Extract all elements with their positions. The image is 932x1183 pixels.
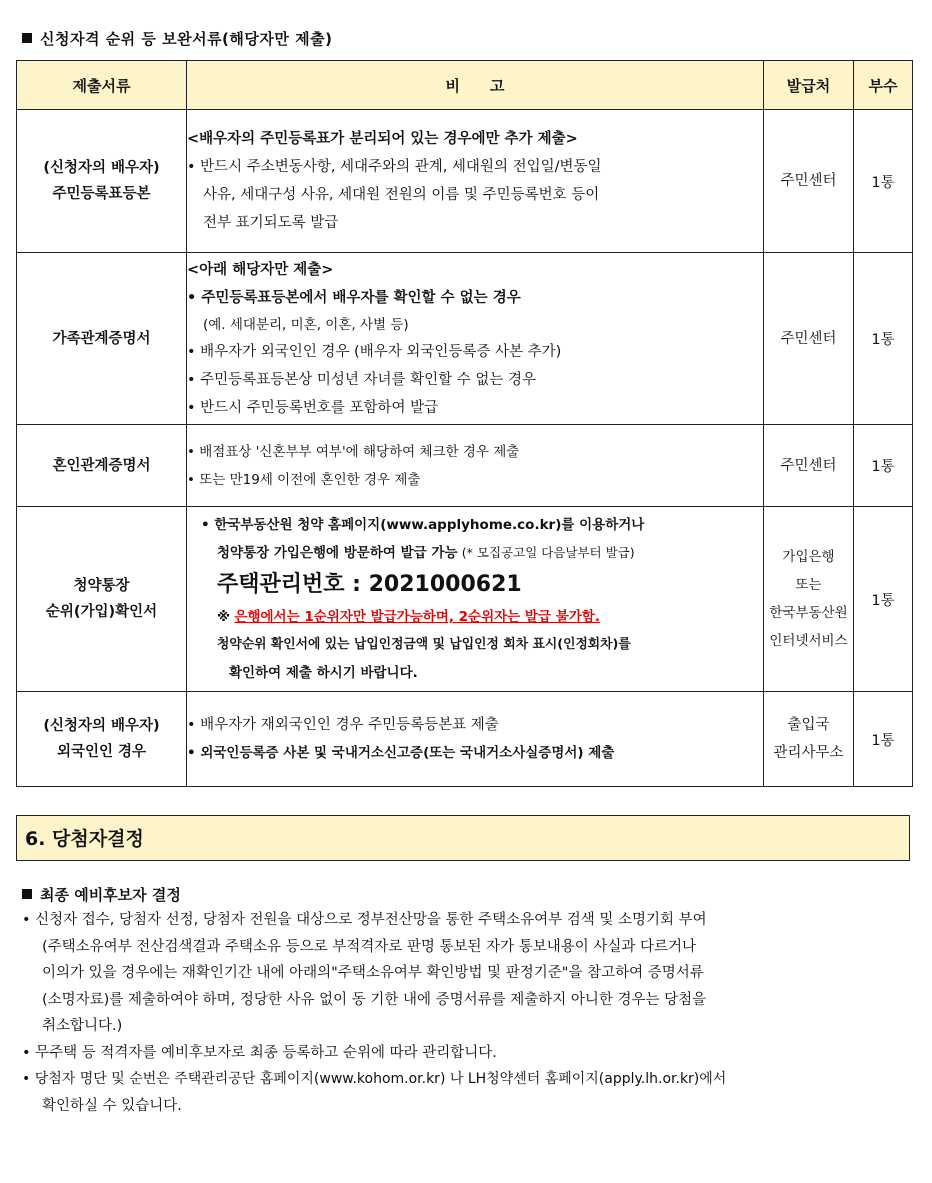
warning-text: 은행에서는 1순위자만 발급가능하며, 2순위자는 발급 불가함. (234, 609, 600, 625)
issuer-line: 주민센터 (780, 173, 837, 189)
paragraph-line: 확인하실 수 있습니다. (42, 1097, 182, 1114)
count-cell: 1통 (854, 692, 913, 787)
document-name (17, 110, 187, 253)
document-name (17, 253, 187, 425)
documents-table (16, 60, 913, 787)
issuer-line: 가입은행 (782, 549, 835, 565)
count-cell: 1통 (854, 425, 913, 507)
count-cell: 1통 (854, 507, 913, 692)
final-candidates-section (22, 883, 912, 1119)
section-6-title: 6. 당첨자결정 (16, 815, 910, 861)
issuer-cell (764, 692, 854, 787)
remark-line: • 주민등록표등본상 미성년 자녀를 확인할 수 없는 경우 (187, 371, 536, 388)
square-bullet-icon (22, 889, 32, 899)
issuer-line: 출입국 (787, 717, 830, 733)
issuer-line: 인터넷서비스 (769, 633, 848, 649)
remarks-cell (187, 507, 764, 692)
header-count: 부수 (854, 61, 913, 110)
document-name (17, 425, 187, 507)
document-name-line: 혼인관계증명서 (52, 457, 151, 474)
remark-line: • 반드시 주민등록번호를 포함하여 발급 (187, 399, 439, 416)
issuer-line: 주민센터 (780, 330, 837, 347)
remark-line: • 또는 만19세 이전에 혼인한 경우 제출 (187, 471, 421, 488)
issuer-cell (764, 425, 854, 507)
table-row (17, 692, 913, 787)
document-name-line: (신청자의 배우자) (43, 718, 160, 734)
paragraph-line: 이의가 있을 경우에는 재확인기간 내에 아래의"주택소유여부 확인방법 및 판정기준"을 참고하여 증명서류 (42, 965, 704, 981)
remark-line (201, 539, 763, 567)
paragraph-line: • 당첨자 명단 및 순번은 주택관리공단 홈페이지(www.kohom.or.kr) 나 LH청약센터 홈페이지(apply.lh.or.kr)에서 (22, 1071, 727, 1087)
table-row (17, 425, 913, 507)
remark-line: • 배점표상 '신혼부부 여부'에 해당하여 체크한 경우 제출 (187, 443, 520, 460)
final-heading (22, 883, 912, 907)
remark-line: (예. 세대분리, 미혼, 이혼, 사별 등) (203, 316, 409, 333)
issuer-cell (764, 110, 854, 253)
remarks-cell (187, 692, 764, 787)
remarks-cell (187, 110, 764, 253)
section-title: 신청자격 순위 등 보완서류(해당자만 제출) (40, 30, 333, 48)
document-name-line: 순위(가입)확인서 (45, 604, 158, 620)
document-name (17, 692, 187, 787)
section-heading (22, 28, 332, 49)
document-name-line: 청약통장 (73, 578, 130, 594)
remark-note: (* 모집공고일 다음날부터 발급) (461, 545, 635, 560)
paragraph-line: • 무주택 등 적격자를 예비후보자로 최종 등록하고 순위에 따라 관리합니다. (22, 1044, 497, 1061)
remark-line: 사유, 세대구성 사유, 세대원 전원의 이름 및 주민등록번호 등이 (203, 187, 600, 203)
document-name-line: 외국인인 경우 (56, 744, 147, 760)
paragraph-line: (주택소유여부 전산검색결과 주택소유 등으로 부적격자로 판명 통보된 자가 통보내용이 사실과 다르거나 (42, 938, 697, 955)
housing-management-number: 주택관리번호 : 2021000621 (217, 572, 522, 597)
remark-line: • 배우자가 외국인인 경우 (배우자 외국인등록증 사본 추가) (187, 343, 562, 360)
remark-line: 전부 표기되도록 발급 (203, 215, 339, 231)
remark-line (201, 603, 763, 631)
remark-text: 청약통장 가입은행에 방문하여 발급 가능 (217, 545, 458, 561)
issuer-line: 한국부동산원 (769, 605, 848, 621)
issuer-cell (764, 253, 854, 425)
square-bullet-icon (22, 33, 32, 43)
remark-line: • 배우자가 재외국인인 경우 주민등록등본표 제출 (187, 717, 499, 733)
issuer-line: 주민센터 (780, 457, 837, 474)
remark-line: • 반드시 주소변동사항, 세대주와의 관계, 세대원의 전입일/변동일 (187, 159, 602, 175)
header-document: 제출서류 (17, 61, 187, 110)
issuer-line: 또는 (795, 577, 822, 593)
count-cell: 1통 (854, 110, 913, 253)
remark-line: 확인하여 제출 하시기 바랍니다. (229, 665, 418, 681)
remark-line: • 주민등록표등본에서 배우자를 확인할 수 없는 경우 (187, 289, 521, 306)
count-cell: 1통 (854, 253, 913, 425)
document-name (17, 507, 187, 692)
paragraph-line: 취소합니다.) (42, 1018, 123, 1034)
remarks-cell (187, 425, 764, 507)
header-issuer: 발급처 (764, 61, 854, 110)
paragraph-line: (소명자료)를 제출하여야 하며, 정당한 사유 없이 동 기한 내에 증명서류를 제출하지 아니한 경우는 당첨을 (42, 991, 707, 1008)
remark-line: <배우자의 주민등록표가 분리되어 있는 경우에만 추가 제출> (187, 131, 578, 147)
document-name-line: (신청자의 배우자) (43, 160, 160, 176)
remark-line: <아래 해당자만 제출> (187, 261, 334, 278)
final-heading-text: 최종 예비후보자 결정 (40, 886, 181, 904)
document-name-line: 가족관계증명서 (52, 330, 151, 347)
header-remarks: 비 고 (187, 61, 764, 110)
remark-line: 청약순위 확인서에 있는 납입인정금액 및 납입인정 회차 표시(인정회차)를 (217, 637, 631, 652)
remark-line: • 한국부동산원 청약 홈페이지(www.applyhome.co.kr)를 이용하거나 (201, 517, 645, 533)
table-row (17, 110, 913, 253)
paragraph-line: • 신청자 접수, 당첨자 선정, 당첨자 전원을 대상으로 정부전산망을 통한 주택소유여부 검색 및 소명기회 부여 (22, 912, 707, 928)
issuer-cell (764, 507, 854, 692)
table-row (17, 507, 913, 692)
reference-mark: ※ (217, 609, 231, 625)
table-header-row (17, 61, 913, 110)
issuer-line: 관리사무소 (773, 745, 844, 761)
remarks-cell (187, 253, 764, 425)
table-row (17, 253, 913, 425)
document-name-line: 주민등록표등본 (52, 186, 151, 202)
remark-line: • 외국인등록증 사본 및 국내거소신고증(또는 국내거소사실증명서) 제출 (187, 745, 615, 761)
